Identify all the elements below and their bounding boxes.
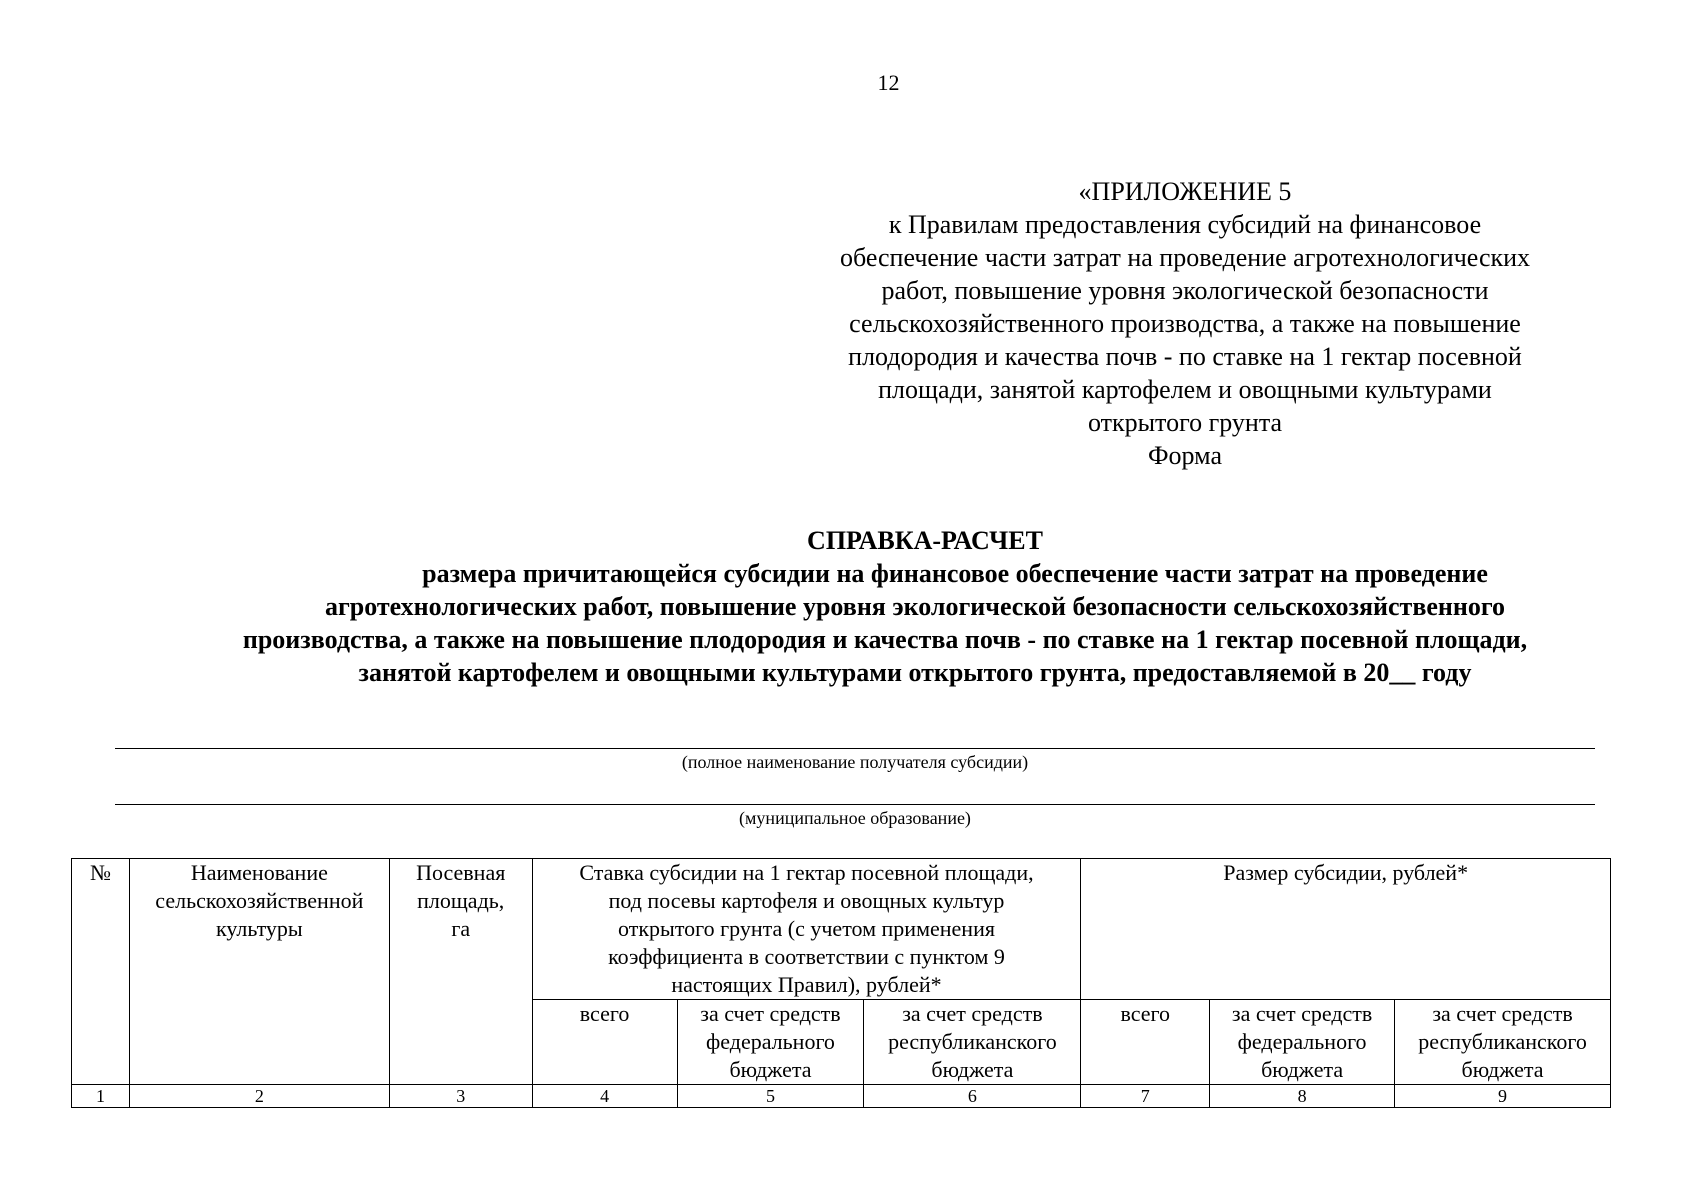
column-number: 7 (1081, 1085, 1210, 1108)
appendix-line: к Правилам предоставления субсидий на финансовое (888, 210, 1482, 239)
column-number: 5 (677, 1085, 864, 1108)
title-line: агротехнологических работ, повышение уровня экологической безопасности сельскохозяйственного (324, 592, 1506, 621)
appendix-header (785, 175, 1585, 472)
subheader-amount-total: всего (1081, 1000, 1210, 1085)
header-number: № (72, 859, 130, 1085)
recipient-name-caption: (полное наименование получателя субсидии) (681, 752, 1029, 772)
appendix-line: плодородия и качества почв - по ставке на 1 гектар посевной (848, 342, 1522, 371)
appendix-line: открытого грунта (1087, 408, 1283, 437)
title-heading: СПРАВКА-РАСЧЕТ (807, 526, 1043, 555)
column-number: 1 (72, 1085, 130, 1108)
column-number: 4 (532, 1085, 677, 1108)
title-line: производства, а также на повышение плодородия и качества почв - по ставке на 1 гектар посевной площади, (242, 625, 1528, 654)
subsidy-table (71, 858, 1611, 1108)
subheader-amount-republic: за счет средств республиканского бюджета (1395, 1000, 1611, 1085)
subheader-amount-federal: за счет средств федерального бюджета (1210, 1000, 1395, 1085)
column-number: 9 (1395, 1085, 1611, 1108)
subheader-rate-republic: за счет средств республиканского бюджета (864, 1000, 1081, 1085)
recipient-name-field[interactable] (115, 748, 1595, 749)
municipality-caption: (муниципальное образование) (739, 808, 971, 828)
appendix-line: сельскохозяйственного производства, а также на повышение (849, 309, 1521, 338)
column-number: 8 (1210, 1085, 1395, 1108)
column-number: 2 (129, 1085, 389, 1108)
title-line: занятой картофелем и овощными культурами открытого грунта, предоставляемой в 20__ году (358, 658, 1472, 687)
appendix-line: площади, занятой картофелем и овощными культурами (878, 375, 1492, 404)
subheader-rate-total: всего (532, 1000, 677, 1085)
appendix-form-label: Форма (1148, 441, 1222, 470)
page-number: 12 (877, 70, 900, 95)
header-sown-area: Посевная площадь, га (389, 859, 532, 1085)
appendix-line: работ, повышение уровня экологической безопасности (881, 276, 1489, 305)
header-crop-name: Наименование сельскохозяйственной культуры (129, 859, 389, 1085)
column-number: 3 (389, 1085, 532, 1108)
appendix-line: «ПРИЛОЖЕНИЕ 5 (1078, 177, 1292, 206)
column-number: 6 (864, 1085, 1081, 1108)
appendix-line: обеспечение части затрат на проведение агротехнологических (839, 243, 1531, 272)
title-line: размера причитающейся субсидии на финансовое обеспечение части затрат на проведение (422, 559, 1488, 588)
header-subsidy-amount: Размер субсидии, рублей* (1081, 859, 1611, 1000)
document-title (100, 524, 1670, 689)
municipality-field[interactable] (115, 804, 1595, 805)
column-number-row (72, 1085, 1611, 1108)
header-subsidy-rate: Ставка субсидии на 1 гектар посевной площади, под посевы картофеля и овощных культур открытого грунта (с учетом применения коэффициента в соответствии с пунктом 9 настоящих Правил), рублей* (532, 859, 1081, 1000)
subheader-rate-federal: за счет средств федерального бюджета (677, 1000, 864, 1085)
